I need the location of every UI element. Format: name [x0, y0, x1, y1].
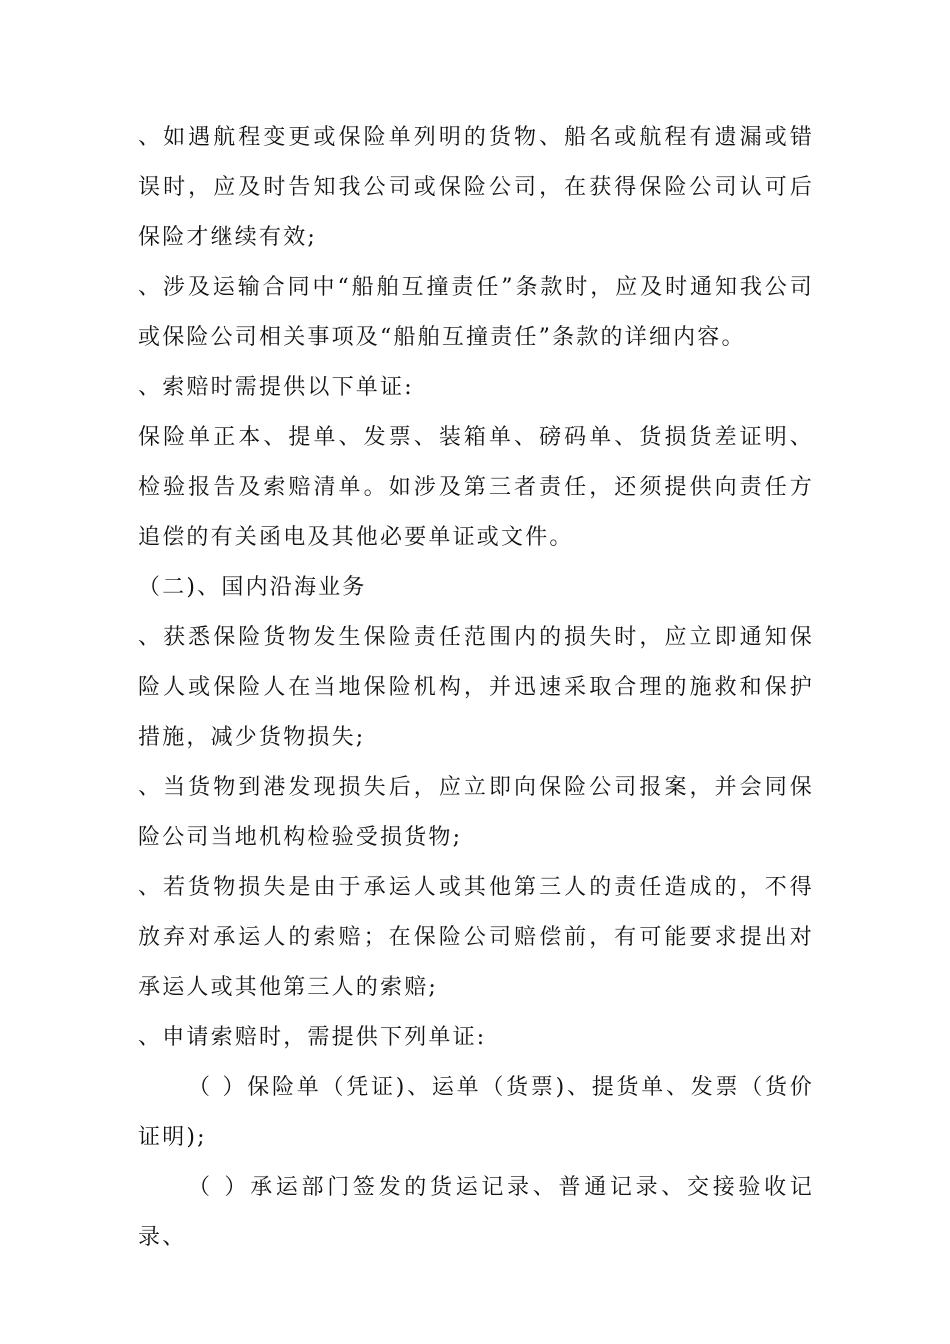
paragraph-route-change-notice: 、如遇航程变更或保险单列明的货物、船名或航程有遗漏或错误时，应及时告知我公司或保险公司，在获得保险公司认可后保险才继续有效; — [138, 125, 814, 250]
paragraph-loss-notification: 、获悉保险货物发生保险责任范围内的损失时，应立即通知保险人或保险人在当地保险机构，并迅速采取合理的施救和保护措施，减少货物损失; — [138, 625, 814, 750]
list-item-insurance-policy: （ ）保险单（凭证)、运单（货票)、提货单、发票（货价证明); — [138, 1075, 814, 1150]
paragraph-claim-documents-list: 保险单正本、提单、发票、装箱单、磅码单、货损货差证明、检验报告及索赔清单。如涉及第三者责任，还须提供向责任方追偿的有关函电及其他必要单证或文件。 — [138, 425, 814, 550]
document-page — [138, 113, 814, 1263]
paragraph-port-arrival-report: 、当货物到港发现损失后，应立即向保险公司报案，并会同保险公司当地机构检验受损货物; — [138, 775, 814, 850]
paragraph-claim-application: 、申请索赔时，需提供下列单证: — [138, 1025, 487, 1050]
paragraph-collision-clause: 、涉及运输合同中“船舶互撞责任”条款时，应及时通知我公司或保险公司相关事项及“船舶互撞责任”条款的详细内容。 — [138, 275, 814, 350]
list-item-carrier-records: （ ）承运部门签发的货运记录、普通记录、交接验收记录、 — [138, 1175, 814, 1250]
paragraph-third-party-liability: 、若货物损失是由于承运人或其他第三人的责任造成的，不得放弃对承运人的索赔；在保险公司赔偿前，有可能要求提出对承运人或其他第三人的索赔; — [138, 875, 814, 1000]
section-heading-domestic-coastal: （二)、国内沿海业务 — [138, 575, 367, 600]
paragraph-claim-documents-intro: 、索赔时需提供以下单证: — [138, 375, 414, 400]
